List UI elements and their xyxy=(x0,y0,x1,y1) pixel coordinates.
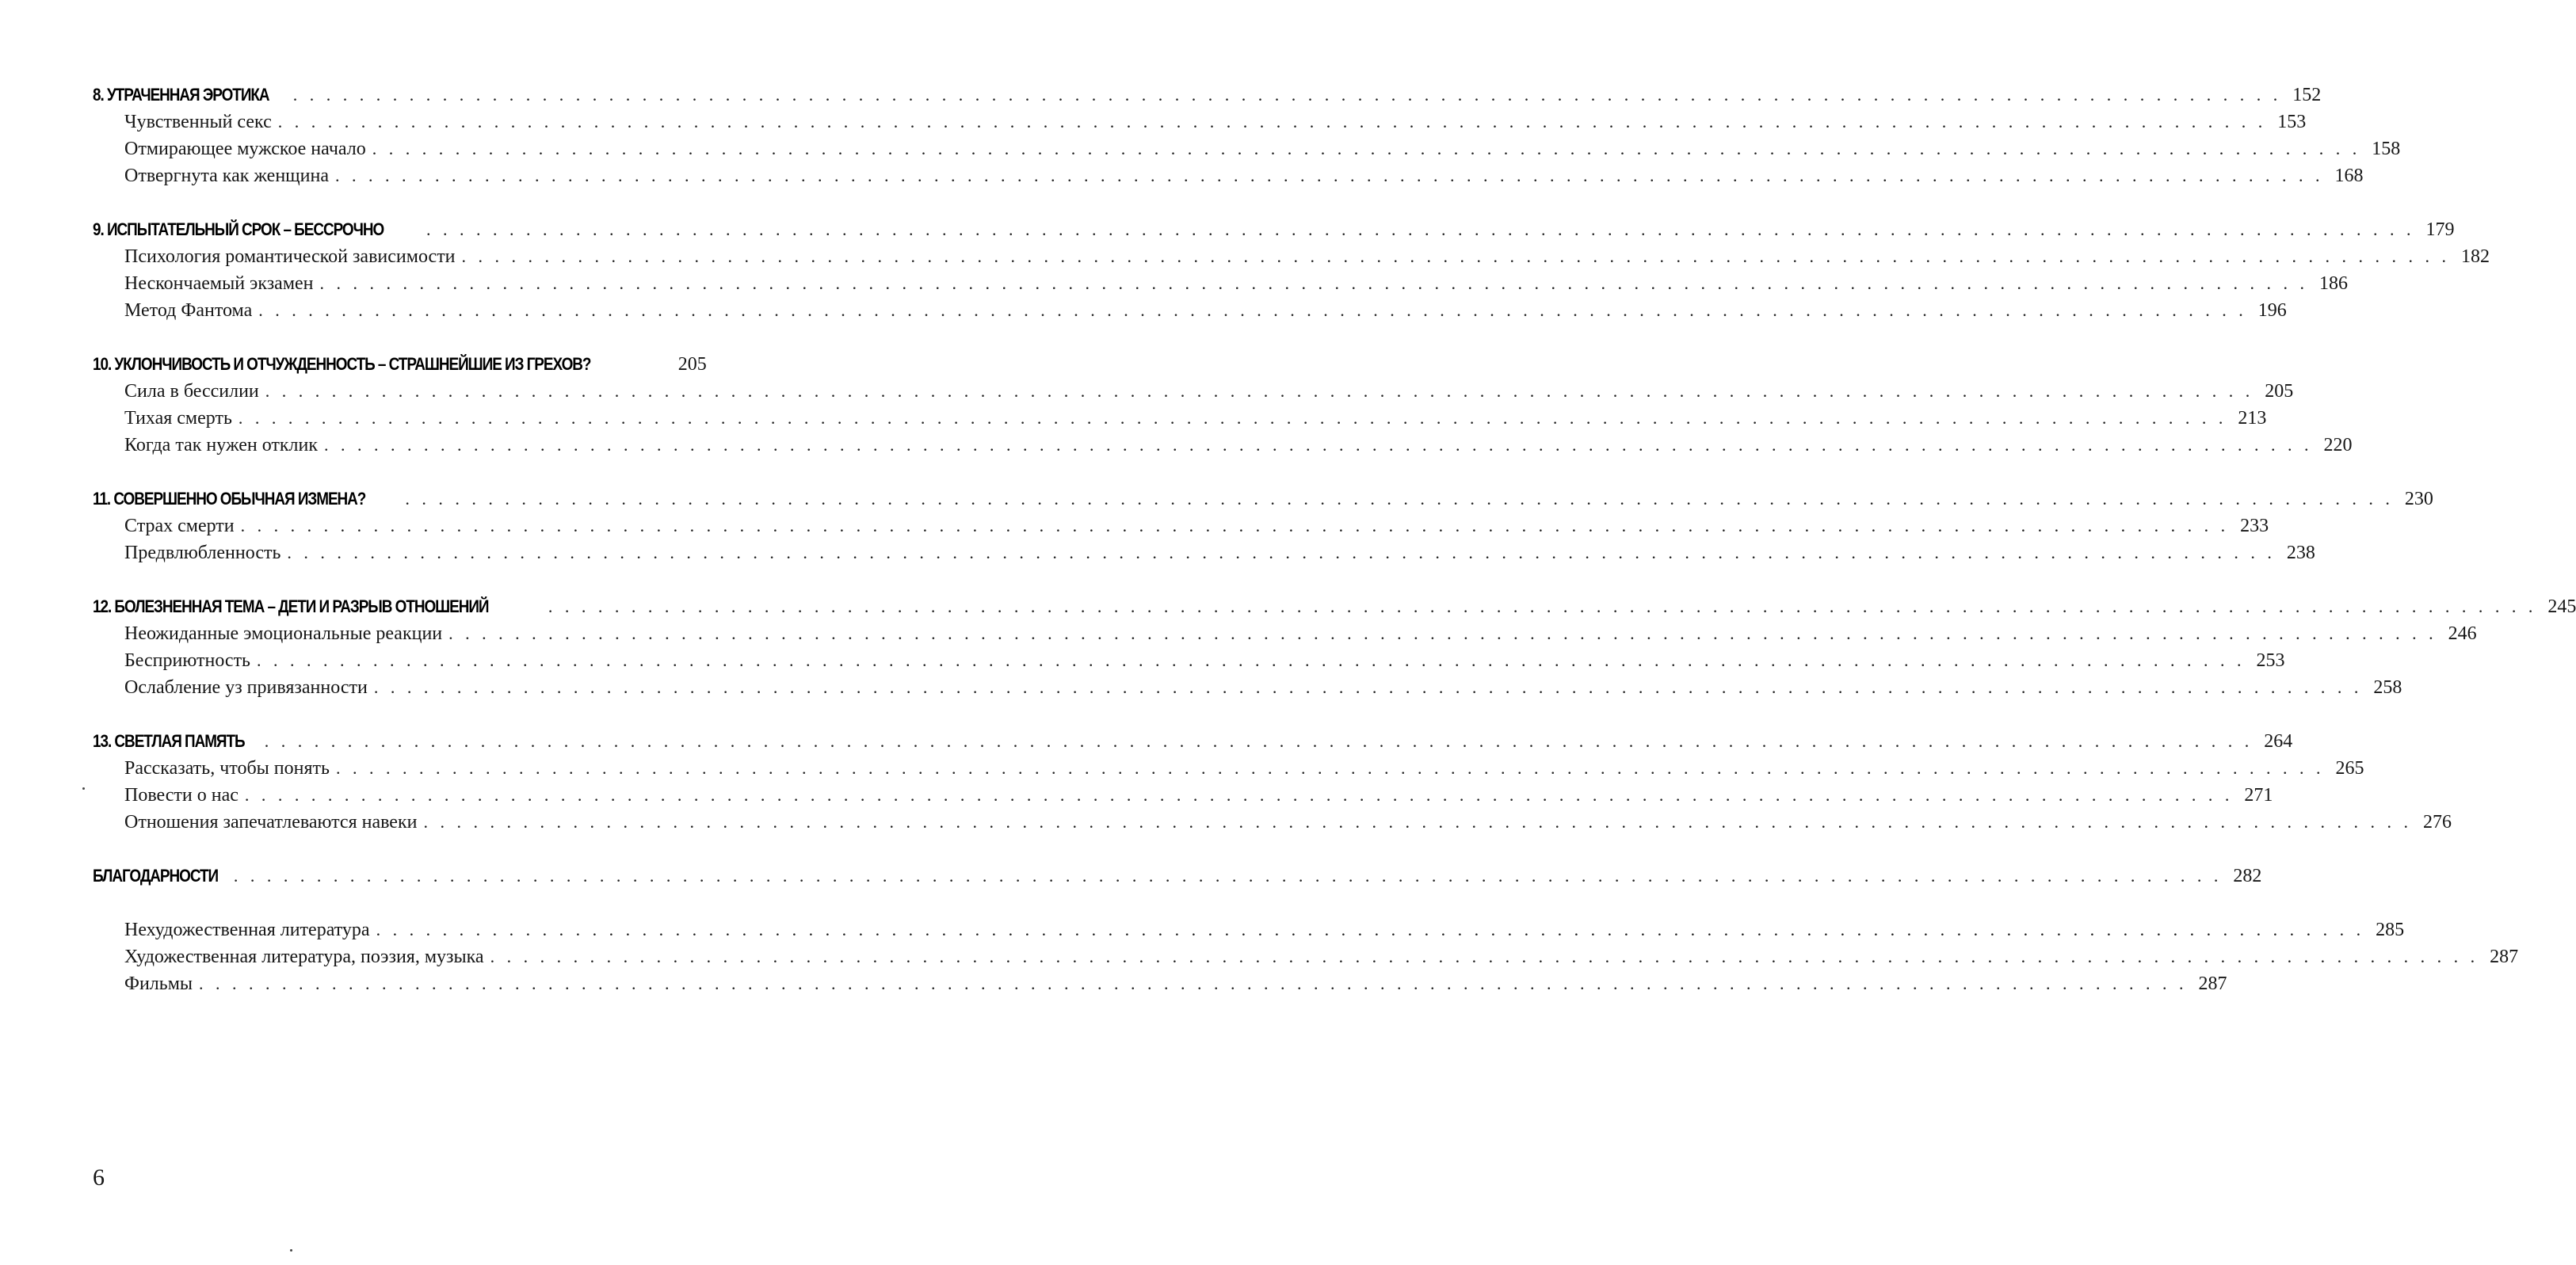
dot-leader: . . . . . . . . . . . . . . . . . . . . . . . . . . . . . . . . . . . . . . . . . . . . . . . . . . . . . . . . . . . . . . . . . . . . . . . . . . . . . . . . . . . . . . . . . . . . . . . . . . . . . . . . . . . . . . . . . . . . . . . . xyxy=(490,947,2479,966)
entry-title: Страх смерти xyxy=(124,516,235,536)
dot-leader: . . . . . . . . . . . . . . . . . . . . . . . . . . . . . . . . . . . . . . . . . . . . . . . . . . . . . . . . . . . . . . . . . . . . . . . . . . . . . . . . . . . . . . . . . . . . . . . . . . . . . . . . . . . . . . . . . . . . . . . . xyxy=(335,758,2325,778)
toc-section xyxy=(93,916,2519,997)
page-reference: 253 xyxy=(2256,650,2285,671)
dot-leader: . . . . . . . . . . . . . . . . . . . . . . . . . . . . . . . . . . . . . . . . . . . . . . . . . . . . . . . . . . . . . . . . . . . . . . . . . . . . . . . . . . . . . . . . . . . . . . . . . . . . . . . . . . . . . . . . . . . . . . . . xyxy=(334,166,2324,185)
toc-entry-row xyxy=(93,270,2349,297)
toc-section xyxy=(93,593,2576,701)
entry-title: Нехудожественная литература xyxy=(124,920,370,940)
chapter-title: 10. УКЛОНЧИВОСТЬ И ОТЧУЖДЕННОСТЬ – СТРАШНЕЙШИЕ ИЗ ГРЕХОВ? xyxy=(93,354,591,374)
dot-leader: . . . . . . . . . . . . . . . . . . . . . . . . . . . . . . . . . . . . . . . . . . . . . . . . . . . . . . . . . . . . . . . . . . . . . . . . . . . . . . . . . . . . . . . . . . . . . . . . . . . . . . . . . . . . . . . . . . . . . . . . xyxy=(461,246,2451,266)
page-reference: 205 xyxy=(2265,381,2294,402)
toc-entry-row xyxy=(93,674,2402,701)
toc-entry-row xyxy=(93,405,2267,432)
toc-entry-row xyxy=(93,109,2307,135)
page-reference: 271 xyxy=(2244,785,2273,806)
scan-speck xyxy=(290,1249,292,1252)
toc-chapter-row xyxy=(93,728,2293,755)
toc-entry-row xyxy=(93,620,2477,647)
dot-leader: . . . . . . . . . . . . . . . . . . . . . . . . . . . . . . . . . . . . . . . . . . . . . . . . . . . . . . . . . . . . . . . . . . . . . . . . . . . . . . . . . . . . . . . . . . . . . . . . . . . . . . . . . . . . . . . . . . . . . . . . xyxy=(372,139,2361,158)
toc-entry-row xyxy=(93,297,2287,324)
entry-title: Бесприютность xyxy=(124,650,250,671)
toc-chapter-row xyxy=(93,351,707,378)
table-of-contents xyxy=(93,82,2576,1024)
dot-leader: . . . . . . . . . . . . . . . . . . . . . . . . . . . . . . . . . . . . . . . . . . . . . . . . . . . . . . . . . . . . . . . . . . . . . . . . . . . . . . . . . . . . . . . . . . . . . . . . . . . . . . . . . . . . . . . . . . . . . . . . xyxy=(238,408,2227,428)
chapter-title: 8. УТРАЧЕННАЯ ЭРОТИКА xyxy=(93,85,269,105)
toc-entry-row xyxy=(93,647,2285,674)
dot-leader: . . . . . . . . . . . . . . . . . . . . . . . . . . . . . . . . . . . . . . . . . . . . . . . . . . . . . . . . . . . . . . . . . . . . . . . . . . . . . . . . . . . . . . . . . . . . . . . . . . . . . . . . . . . . . . . . . . . . . . . . xyxy=(264,731,2254,751)
entry-title: Предвлюбленность xyxy=(124,543,281,563)
chapter-title: 12. БОЛЕЗНЕННАЯ ТЕМА – ДЕТИ И РАЗРЫВ ОТНОШЕНИЙ xyxy=(93,596,489,616)
toc-section xyxy=(93,216,2490,324)
toc-entry-row xyxy=(93,782,2273,809)
entry-title: Отмирающее мужское начало xyxy=(124,139,366,159)
toc-entry-row xyxy=(93,135,2401,162)
dot-leader: . . . . . . . . . . . . . . . . . . . . . . . . . . . . . . . . . . . . . . . . . . . . . . . . . . . . . . . . . . . . . . . . . . . . . . . . . . . . . . . . . . . . . . . . . . . . . . . . . . . . . . . . . . . . . . . . . . . . . . . . xyxy=(277,112,2267,131)
entry-title: Художественная литература, поэзия, музыка xyxy=(124,947,484,967)
dot-leader: . . . . . . . . . . . . . . . . . . . . . . . . . . . . . . . . . . . . . . . . . . . . . . . . . . . . . . . . . . . . . . . . . . . . . . . . . . . . . . . . . . . . . . . . . . . . . . . . . . . . . . . . . . . . . . . . . . . . . . . . xyxy=(319,273,2309,293)
page-reference: 238 xyxy=(2286,543,2315,563)
page-reference: 282 xyxy=(2233,866,2262,886)
page-reference: 152 xyxy=(2292,85,2322,105)
toc-section xyxy=(93,82,2401,189)
page-reference: 287 xyxy=(2490,947,2519,967)
page-reference: 220 xyxy=(2323,435,2353,455)
page-reference: 205 xyxy=(677,354,707,375)
entry-title: Сила в бессилии xyxy=(124,381,259,402)
chapter-title: 13. СВЕТЛАЯ ПАМЯТЬ xyxy=(93,731,245,751)
dot-leader: . . . . . . . . . . . . . . . . . . . . . . . . . . . . . . . . . . . . . . . . . . . . . . . . . . . . . . . . . . . . . . . . . . . . . . . . . . . . . . . . . . . . . . . . . . . . . . . . . . . . . . . . . . . . . . . . . . . . . . . . xyxy=(373,677,2363,697)
toc-section xyxy=(93,351,2353,459)
chapter-title: 11. СОВЕРШЕННО ОБЫЧНАЯ ИЗМЕНА? xyxy=(93,489,366,509)
entry-title: Отношения запечатлеваются навеки xyxy=(124,812,418,833)
chapter-title: БЛАГОДАРНОСТИ xyxy=(93,866,219,886)
entry-title: Когда так нужен отклик xyxy=(124,435,319,455)
dot-leader: . . . . . . . . . . . . . . . . . . . . . . . . . . . . . . . . . . . . . . . . . . . . . . . . . . . . . . . . . . . . . . . . . . . . . . . . . . . . . . . . . . . . . . . . . . . . . . . . . . . . . . . . . . . . . . . . . . . . . . . . xyxy=(240,516,2230,535)
page-reference: 246 xyxy=(2448,623,2477,644)
toc-entry-row xyxy=(93,916,2405,943)
dot-leader: . . . . . . . . . . . . . . . . . . . . . . . . . . . . . . . . . . . . . . . . . . . . . . . . . . . . . . . . . . . . . . . . . . . . . . . . . . . . . . . . . . . . . . . . . . . . . . . . . . . . . . . . . . . . . . . . . . . . . . . . xyxy=(423,812,2412,832)
toc-entry-row xyxy=(93,755,2364,782)
toc-entry-row xyxy=(93,162,2364,189)
toc-entry-row xyxy=(93,809,2452,836)
entry-title: Чувственный секс xyxy=(124,112,272,132)
dot-leader: . . . . . . . . . . . . . . . . . . . . . . . . . . . . . . . . . . . . . . . . . . . . . . . . . . . . . . . . . . . . . . . . . . . . . . . . . . . . . . . . . . . . . . . . . . . . . . . . . . . . . . . . . . . . . . . . . . . . . . . . xyxy=(233,866,2223,886)
dot-leader: . . . . . . . . . . . . . . . . . . . . . . . . . . . . . . . . . . . . . . . . . . . . . . . . . . . . . . . . . . . . . . . . . . . . . . . . . . . . . . . . . . . . . . . . . . . . . . . . . . . . . . . . . . . . . . . . . . . . . . . . xyxy=(258,300,2247,320)
entry-title: Неожиданные эмоциональные реакции xyxy=(124,623,443,644)
toc-chapter-row xyxy=(93,863,2262,890)
dot-leader: . . . . . . . . . . . . . . . . . . . . . . . . . . . . . . . . . . . . . . . . . . . . . . . . . . . . . . . . . . . . . . . . . . . . . . . . . . . . . . . . . . . . . . . . . . . . . . . . . . . . . . . . . . . . . . . . . . . . . . . . xyxy=(548,596,2537,616)
page-reference: 213 xyxy=(2238,408,2267,429)
toc-section xyxy=(93,863,2262,890)
toc-entry-row xyxy=(93,539,2315,566)
dot-leader: . . . . . . . . . . . . . . . . . . . . . . . . . . . . . . . . . . . . . . . . . . . . . . . . . . . . . . . . . . . . . . . . . . . . . . . . . . . . . . . . . . . . . . . . . . . . . . . . . . . . . . . . . . . . . . . . . . . . . . . . xyxy=(199,974,2188,993)
dot-leader: . . . . . . . . . . . . . . . . . . . . . . . . . . . . . . . . . . . . . . . . . . . . . . . . . . . . . . . . . . . . . . . . . . . . . . . . . . . . . . . . . . . . . . . . . . . . . . . . . . . . . . . . . . . . . . . . . . . . . . . . xyxy=(324,435,2313,455)
dot-leader: . . . . . . . . . . . . . . . . . . . . . . . . . . . . . . . . . . . . . . . . . . . . . . . . . . . . . . . . . . . . . . . . . . . . . . . . . . . . . . . . . . . . . . . . . . . . . . . . . . . . . . . . . . . . . . . . . . . . . . . . xyxy=(244,785,2234,805)
toc-section xyxy=(93,486,2433,566)
page-reference: 245 xyxy=(2547,596,2576,617)
toc-entry-row xyxy=(93,512,2269,539)
page-reference: 158 xyxy=(2372,139,2401,159)
dot-leader: . . . . . . . . . . . . . . . . . . . . . . . . . . . . . . . . . . . . . . . . . . . . . . . . . . . . . . . . . . . . . . . . . . . . . . . . . . . . . . . . . . . . . . . . . . . . . . . . . . . . . . . . . . . . . . . . . . . . . . . . xyxy=(257,650,2246,670)
entry-title: Повести о нас xyxy=(124,785,239,806)
page-reference: 265 xyxy=(2335,758,2364,779)
toc-entry-row xyxy=(93,243,2490,270)
toc-chapter-row xyxy=(93,216,2455,243)
page-reference: 285 xyxy=(2376,920,2405,940)
toc-entry-row xyxy=(93,378,2294,405)
chapter-title: 9. ИСПЫТАТЕЛЬНЫЙ СРОК – БЕССРОЧНО xyxy=(93,219,384,239)
page-reference: 196 xyxy=(2257,300,2287,321)
entry-title: Метод Фантома xyxy=(124,300,253,321)
entry-title: Ослабление уз привязанности xyxy=(124,677,368,698)
entry-title: Психология романтической зависимости xyxy=(124,246,456,267)
toc-chapter-row xyxy=(93,486,2433,512)
toc-section xyxy=(93,728,2452,836)
toc-entry-row xyxy=(93,970,2227,997)
page-reference: 264 xyxy=(2264,731,2293,752)
dot-leader: . . . . . . . . . . . . . . . . . . . . . . . . . . . . . . . . . . . . . . . . . . . . . . . . . . . . . . . . . . . . . . . . . . . . . . . . . . . . . . . . . . . . . . . . . . . . . . . . . . . . . . . . . . . . . . . . . . . . . . . . xyxy=(292,85,2282,105)
dot-leader: . . . . . . . . . . . . . . . . . . . . . . . . . . . . . . . . . . . . . . . . . . . . . . . . . . . . . . . . . . . . . . . . . . . . . . . . . . . . . . . . . . . . . . . . . . . . . . . . . . . . . . . . . . . . . . . . . . . . . . . . xyxy=(405,489,2394,509)
page-reference: 179 xyxy=(2425,219,2455,240)
entry-title: Отвергнута как женщина xyxy=(124,166,329,186)
dot-leader: . . . . . . . . . . . . . . . . . . . . . . . . . . . . . . . . . . . . . . . . . . . . . . . . . . . . . . . . . . . . . . . . . . . . . . . . . . . . . . . . . . . . . . . . . . . . . . . . . . . . . . . . . . . . . . . . . . . . . . . . xyxy=(426,219,2415,239)
page-reference: 168 xyxy=(2334,166,2364,186)
entry-title: Рассказать, чтобы понять xyxy=(124,758,330,779)
page-reference: 233 xyxy=(2240,516,2269,536)
page-reference: 186 xyxy=(2319,273,2349,294)
entry-title: Тихая смерть xyxy=(124,408,232,429)
page-reference: 182 xyxy=(2461,246,2490,267)
toc-entry-row xyxy=(93,943,2519,970)
page-number-folio: 6 xyxy=(93,1164,105,1191)
entry-title: Нескончаемый экзамен xyxy=(124,273,314,294)
page-reference: 230 xyxy=(2404,489,2433,509)
dot-leader: . . . . . . . . . . . . . . . . . . . . . . . . . . . . . . . . . . . . . . . . . . . . . . . . . . . . . . . . . . . . . . . . . . . . . . . . . . . . . . . . . . . . . . . . . . . . . . . . . . . . . . . . . . . . . . . . . . . . . . . . xyxy=(376,920,2365,939)
toc-chapter-row xyxy=(93,82,2322,109)
dot-leader: . . . . . . . . . . . . . . . . . . . . . . . . . . . . . . . . . . . . . . . . . . . . . . . . . . . . . . . . . . . . . . . . . . . . . . . . . . . . . . . . . . . . . . . . . . . . . . . . . . . . . . . . . . . . . . . . . . . . . . . . xyxy=(265,381,2254,401)
dot-leader: . . . . . . . . . . . . . . . . . . . . . . . . . . . . . . . . . . . . . . . . . . . . . . . . . . . . . . . . . . . . . . . . . . . . . . . . . . . . . . . . . . . . . . . . . . . . . . . . . . . . . . . . . . . . . . . . . . . . . . . . xyxy=(287,543,2276,562)
page-reference: 258 xyxy=(2373,677,2402,698)
toc-entry-row xyxy=(93,432,2353,459)
entry-title: Фильмы xyxy=(124,974,193,994)
page-reference: 153 xyxy=(2277,112,2307,132)
dot-leader: . . . . . . . . . . . . . . . . . . . . . . . . . . . . . . . . . . . . . . . . . . . . . . . . . . . . . . . . . . . . . . . . . . . . . . . . . . . . . . . . . . . . . . . . . . . . . . . . . . . . . . . . . . . . . . . . . . . . . . . . xyxy=(448,623,2437,643)
page-reference: 287 xyxy=(2198,974,2227,994)
toc-chapter-row xyxy=(93,593,2576,620)
scan-speck xyxy=(82,787,85,790)
page-reference: 276 xyxy=(2422,812,2452,833)
